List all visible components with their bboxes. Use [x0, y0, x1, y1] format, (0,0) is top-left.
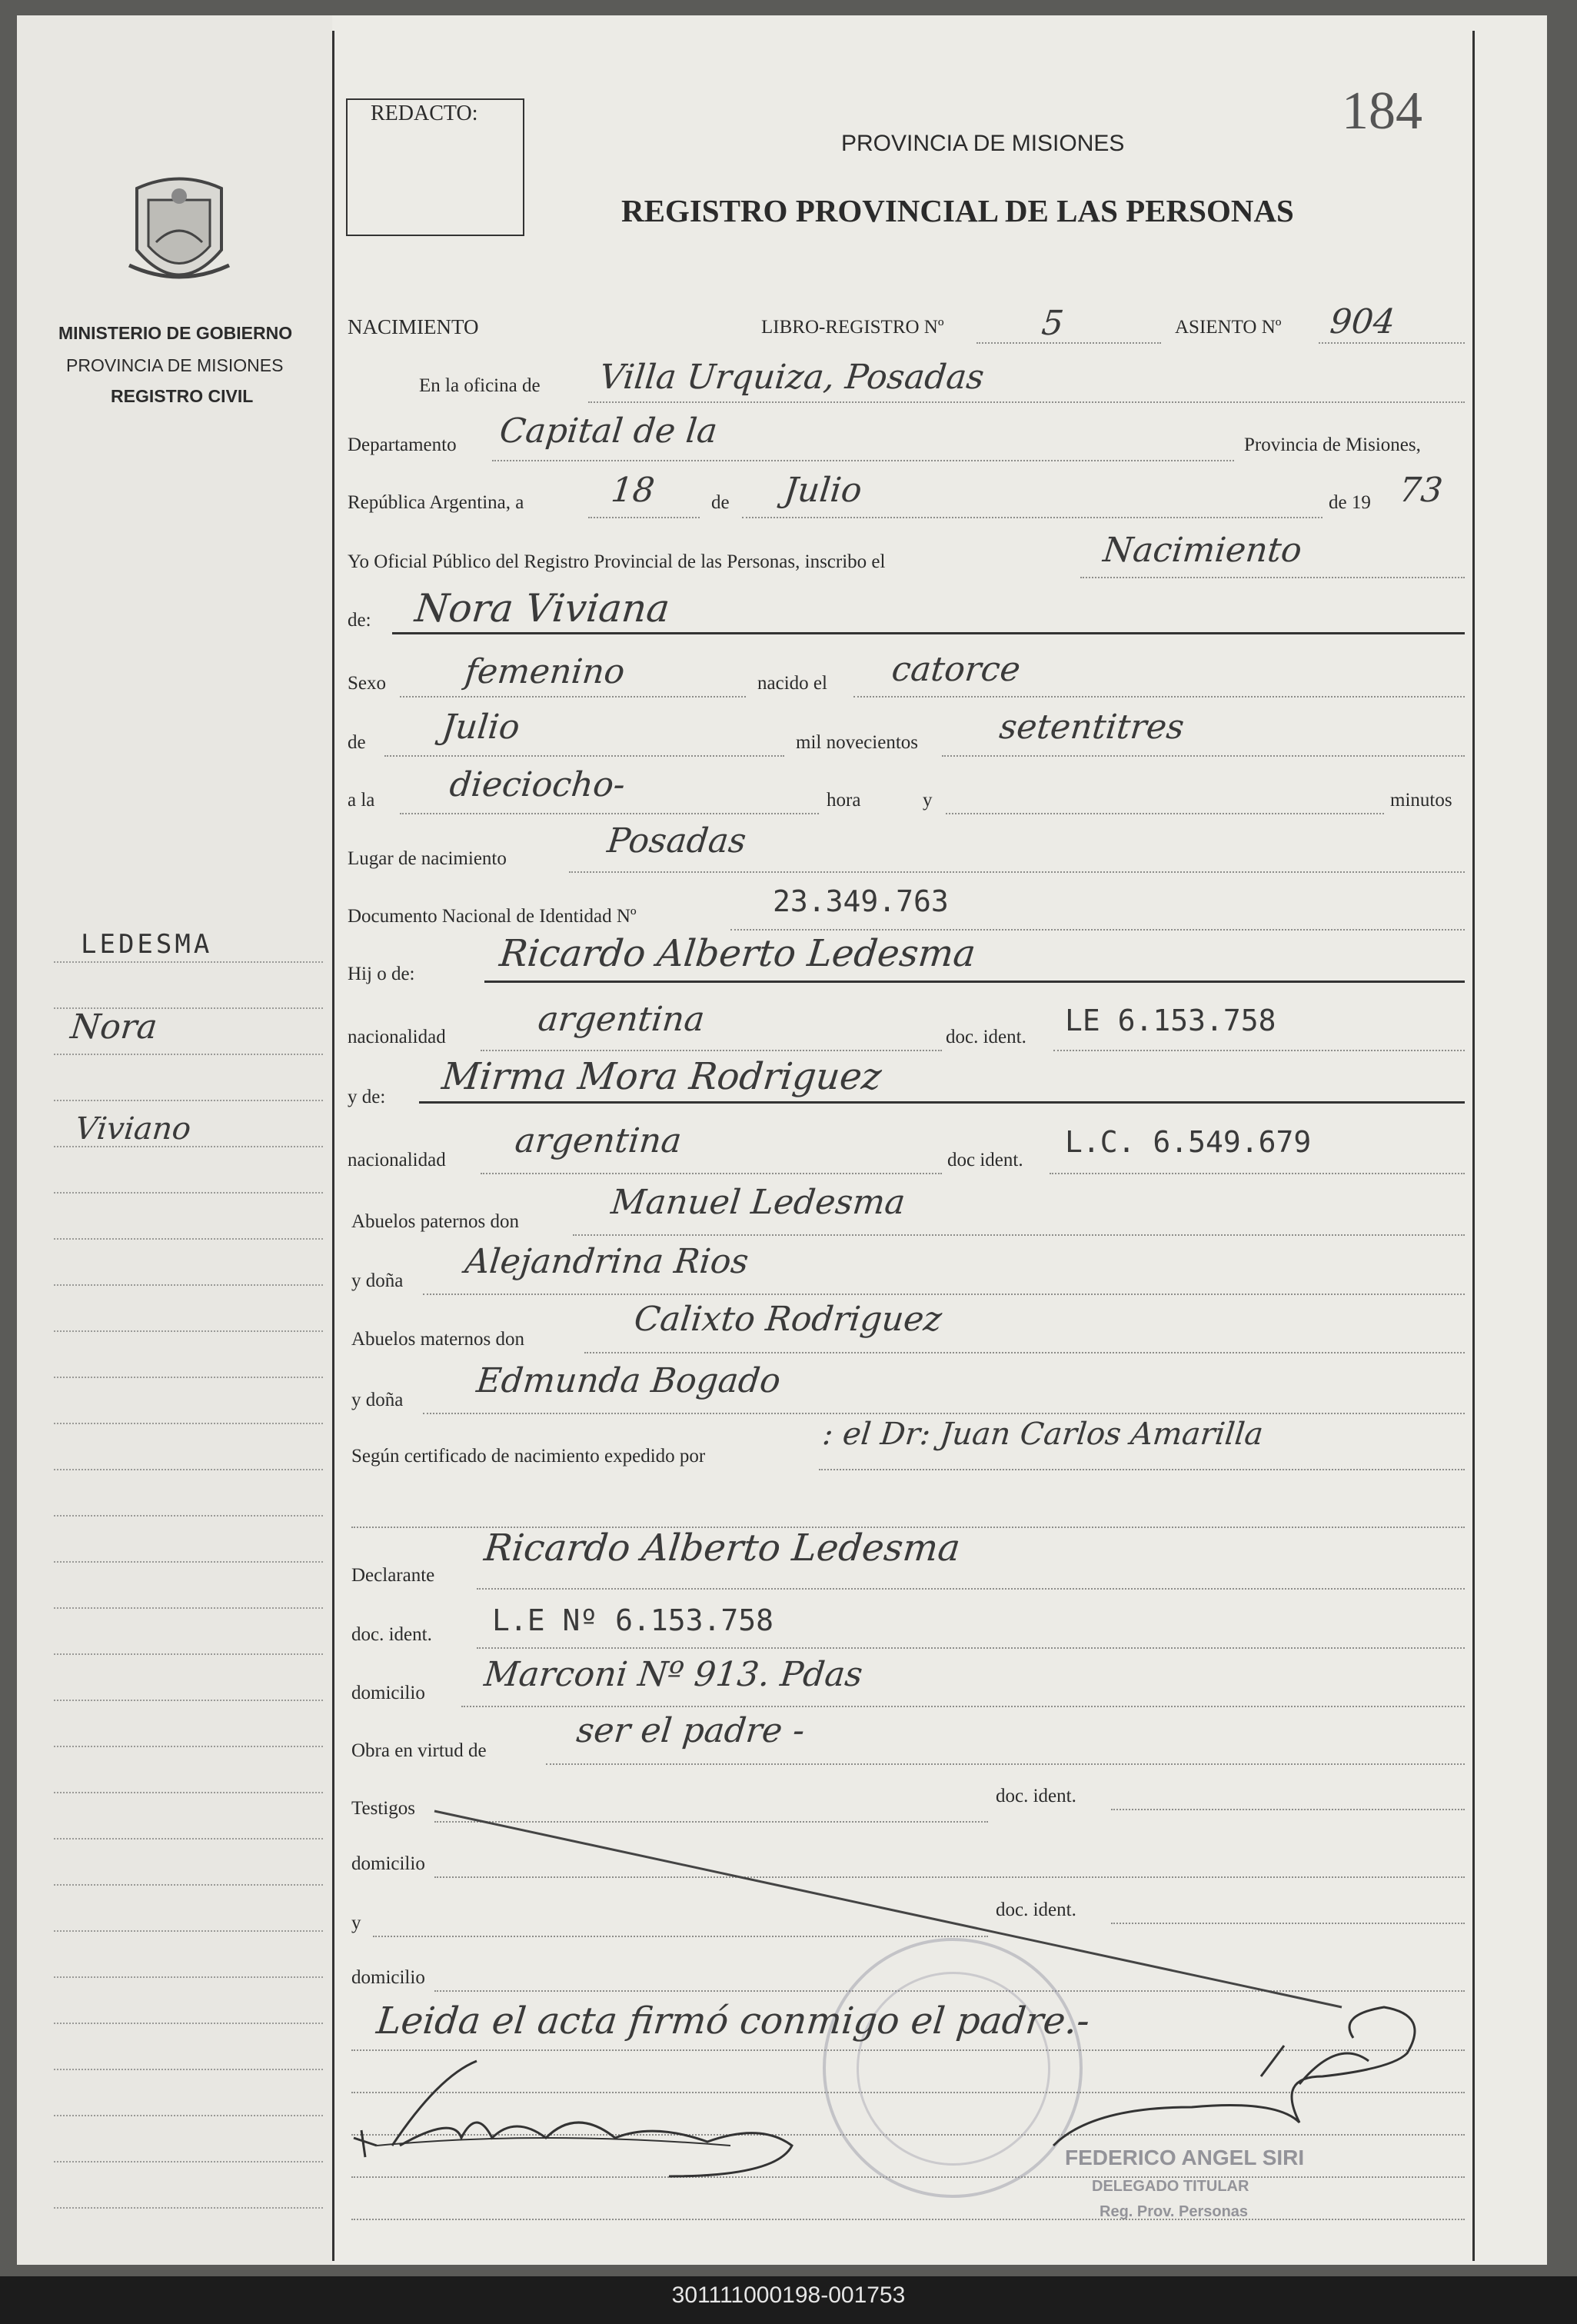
declarante-label: Declarante [351, 1565, 435, 1586]
republica-label: República Argentina, a [348, 492, 524, 513]
official-signature [1046, 1992, 1446, 2169]
declarante-value: Ricardo Alberto Ledesma [482, 1527, 963, 1570]
docident2-value: L.C. 6.549.679 [1065, 1125, 1312, 1159]
de3-label: de [348, 732, 366, 753]
official-title: DELEGADO TITULAR [1092, 2178, 1249, 2195]
sexo-label: Sexo [348, 673, 386, 694]
left-province-label: PROVINCIA DE MISIONES [66, 355, 284, 375]
mes-value: Julio [782, 471, 864, 510]
province-heading: PROVINCIA DE MISIONES [841, 131, 1125, 156]
asiento-value: 904 [1328, 302, 1397, 341]
nacimiento-label: NACIMIENTO [348, 315, 479, 338]
certificado-value: : el Dr: Juan Carlos Amarilla [820, 1417, 1265, 1452]
registry-title: REGISTRO PROVINCIAL DE LAS PERSONAS [621, 193, 1294, 228]
milnov-label: mil novecientos [796, 732, 918, 753]
nombre-value: Nora Viviana [412, 586, 672, 631]
oficina-label: En la oficina de [419, 375, 541, 396]
nac2-value: argentina [513, 1121, 684, 1160]
nac1-label: nacionalidad [348, 1027, 446, 1047]
mes2-value: Julio [440, 708, 522, 747]
nacido-value: catorce [890, 650, 1023, 689]
asiento-label: ASIENTO Nº [1175, 317, 1282, 338]
civil-registry-label: REGISTRO CIVIL [111, 386, 254, 406]
image-caption: 301111000198-001753 [671, 2282, 906, 2308]
anio-prefix: de 19 [1329, 492, 1371, 513]
declarant-signature [346, 2030, 838, 2215]
docident4-label: doc. ident. [996, 1786, 1076, 1806]
oficial-value: Nacimiento [1101, 531, 1304, 570]
libro-value: 5 [1040, 304, 1066, 343]
milnov-value: setentitres [997, 708, 1186, 747]
abpat-value: Manuel Ledesma [609, 1183, 907, 1222]
libro-label: LIBRO-REGISTRO Nº [761, 317, 944, 338]
docident3-value: L.E Nº 6.153.758 [492, 1603, 774, 1637]
madre-value: Mirma Mora Rodriguez [440, 1055, 884, 1098]
obra-label: Obra en virtud de [351, 1740, 487, 1761]
domicilio-label: domicilio [351, 1683, 425, 1703]
docident2-label: doc ident. [947, 1150, 1023, 1170]
official-reg: Reg. Prov. Personas [1100, 2203, 1249, 2220]
ala-value: dieciocho- [447, 765, 627, 804]
sexo-value: femenino [463, 652, 627, 691]
domicilio3-label: domicilio [351, 1967, 425, 1988]
closing-text: Leida el acta firmó conmigo el padre.- [374, 1999, 1092, 2043]
testigos-label: Testigos [351, 1798, 415, 1819]
hora-label: hora [827, 790, 861, 811]
de2-label: de: [348, 610, 371, 631]
oficina-value: Villa Urquiza, Posadas [597, 358, 986, 397]
lugar-label: Lugar de nacimiento [348, 848, 507, 869]
dni-label: Documento Nacional de Identidad Nº [348, 906, 637, 927]
abmat-label: Abuelos maternos don [351, 1329, 524, 1350]
minutos-label: minutos [1390, 790, 1452, 811]
ala-label: a la [348, 790, 375, 811]
signature-line [351, 2219, 1465, 2220]
nacido-label: nacido el [757, 673, 827, 694]
docident1-value: LE 6.153.758 [1065, 1004, 1276, 1037]
dia-value: 18 [609, 471, 657, 510]
abpat-label: Abuelos paternos don [351, 1211, 520, 1232]
docident1-label: doc. ident. [946, 1027, 1026, 1047]
margin-surname: LEDESMA [81, 929, 213, 960]
anio-value: 73 [1397, 471, 1445, 510]
official-name: FEDERICO ANGEL SIRI [1065, 2146, 1305, 2169]
departamento-label: Departamento [348, 435, 457, 455]
domicilio2-label: domicilio [351, 1853, 425, 1874]
page-number: 184 [1342, 82, 1422, 141]
hijo-label: Hij o de: [348, 964, 415, 984]
ydona2-label: y doña [351, 1390, 404, 1410]
ministry-label: MINISTERIO DE GOBIERNO [58, 323, 293, 343]
margin-first-name: Nora [68, 1007, 159, 1047]
y-label: y [923, 790, 933, 811]
dni-value: 23.349.763 [773, 884, 949, 918]
lugar-value: Posadas [605, 821, 748, 861]
nac2-label: nacionalidad [348, 1150, 446, 1170]
ydona2-value: Edmunda Bogado [474, 1361, 783, 1400]
margin-second-name: Viviano [73, 1111, 193, 1147]
oficial-label: Yo Oficial Público del Registro Provincial de las Personas, inscribo el [348, 551, 886, 572]
y2-label: y [351, 1913, 361, 1933]
padre-value: Ricardo Alberto Ledesma [497, 932, 978, 975]
abmat-value: Calixto Rodriguez [632, 1300, 944, 1339]
redacto-label: REDACTO: [371, 102, 478, 125]
provincia-label: Provincia de Misiones, [1244, 435, 1421, 455]
domicilio-value: Marconi Nº 913. Pdas [482, 1655, 865, 1694]
docident5-label: doc. ident. [996, 1899, 1076, 1920]
official-stamp [823, 1938, 1083, 2198]
departamento-value: Capital de la [497, 411, 720, 451]
de-label: de [711, 492, 730, 513]
nac1-value: argentina [536, 1000, 707, 1039]
certificado-label: Según certificado de nacimiento expedido por [351, 1446, 706, 1467]
ydona1-label: y doña [351, 1270, 404, 1291]
obra-value: ser el padre - [574, 1711, 807, 1750]
docident3-label: doc. ident. [351, 1624, 432, 1645]
ydona1-value: Alejandrina Rios [463, 1242, 750, 1281]
yde-label: y de: [348, 1087, 386, 1107]
